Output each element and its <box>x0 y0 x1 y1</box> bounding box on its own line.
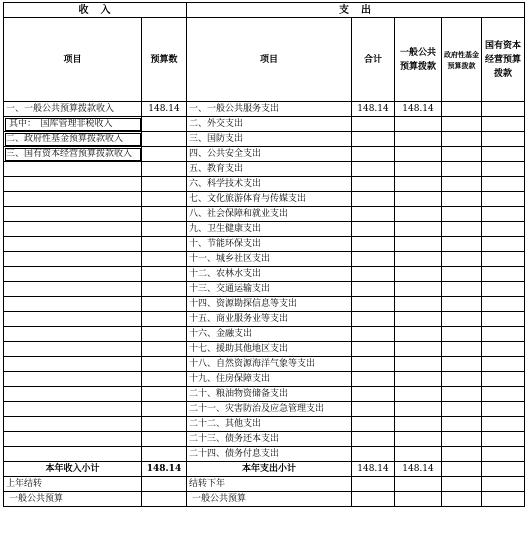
expense-item-state-capital <box>482 162 525 177</box>
expense-item-general <box>395 417 442 432</box>
income-item-value <box>142 387 187 402</box>
income-item-value <box>142 297 187 312</box>
expense-item-state-capital <box>482 192 525 207</box>
income-item-label <box>4 432 142 447</box>
expense-item-general <box>395 207 442 222</box>
income-item-label: 一、一般公共预算拨款收入 <box>4 102 142 117</box>
expense-item-state-capital <box>482 282 525 297</box>
expense-item-general <box>395 192 442 207</box>
next-general-budget-cell <box>442 492 482 507</box>
next-year-carry-cell <box>352 477 395 492</box>
expense-item-general <box>395 432 442 447</box>
expense-item-general <box>395 117 442 132</box>
next-year-carry-cell <box>395 477 442 492</box>
expense-item-state-capital <box>482 117 525 132</box>
income-item-value <box>142 177 187 192</box>
income-item-label <box>4 327 142 342</box>
col-total: 合计 <box>352 18 395 102</box>
expense-item-fund <box>442 147 482 162</box>
expense-item-label: 十一、城乡社区支出 <box>187 252 352 267</box>
next-general-budget-cell <box>482 492 525 507</box>
expense-item-label: 四、公共安全支出 <box>187 147 352 162</box>
table-row <box>4 342 525 357</box>
expense-item-state-capital <box>482 207 525 222</box>
expense-item-state-capital <box>482 417 525 432</box>
expense-item-label: 二十三、债务还本支出 <box>187 432 352 447</box>
col-fund: 政府性基金预算拨款 <box>442 18 482 102</box>
table-row <box>4 432 525 447</box>
expense-item-fund <box>442 357 482 372</box>
income-item-label: 其中： 国库管理非税收入 <box>4 117 142 132</box>
col-income-budget: 预算数 <box>142 18 187 102</box>
expense-item-fund <box>442 252 482 267</box>
expense-item-fund <box>442 222 482 237</box>
expense-item-fund <box>442 297 482 312</box>
expense-item-fund <box>442 402 482 417</box>
income-item-label <box>4 177 142 192</box>
expense-item-state-capital <box>482 387 525 402</box>
expense-item-general <box>395 372 442 387</box>
table-row <box>4 117 525 132</box>
table-row <box>4 147 525 162</box>
income-item-value <box>142 252 187 267</box>
income-header: 收 入 <box>4 3 187 18</box>
income-item-value <box>142 447 187 462</box>
expense-header: 支 出 <box>187 3 525 18</box>
expense-item-state-capital <box>482 222 525 237</box>
expense-item-fund <box>442 177 482 192</box>
expense-item-total <box>352 417 395 432</box>
income-item-label <box>4 222 142 237</box>
expense-subtotal-state-capital <box>482 462 525 477</box>
expense-item-label: 十三、交通运输支出 <box>187 282 352 297</box>
col-income-item: 项目 <box>4 18 142 102</box>
col-expense-item: 项目 <box>187 18 352 102</box>
expense-item-label: 二十四、债务付息支出 <box>187 447 352 462</box>
expense-item-general <box>395 177 442 192</box>
expense-item-label: 十四、资源勘探信息等支出 <box>187 297 352 312</box>
expense-item-fund <box>442 192 482 207</box>
income-item-label <box>4 417 142 432</box>
prev-year-carry-value <box>142 477 187 492</box>
table-row <box>4 132 525 147</box>
expense-item-general <box>395 312 442 327</box>
expense-item-general <box>395 282 442 297</box>
expense-item-label: 二十、粮油物资储备支出 <box>187 387 352 402</box>
expense-item-general <box>395 132 442 147</box>
income-subtotal-label: 本年收入小计 <box>4 462 142 477</box>
subtotal-row <box>4 462 525 477</box>
income-item-label <box>4 387 142 402</box>
expense-item-total <box>352 357 395 372</box>
expense-item-general <box>395 402 442 417</box>
income-item-value <box>142 117 187 132</box>
expense-item-total <box>352 327 395 342</box>
expense-item-total <box>352 252 395 267</box>
expense-item-label: 三、国防支出 <box>187 132 352 147</box>
expense-subtotal-general: 148.14 <box>395 462 442 477</box>
expense-item-total <box>352 282 395 297</box>
expense-item-total <box>352 447 395 462</box>
expense-item-fund <box>442 132 482 147</box>
expense-item-general <box>395 222 442 237</box>
expense-subtotal-total: 148.14 <box>352 462 395 477</box>
expense-item-fund <box>442 417 482 432</box>
expense-item-state-capital <box>482 357 525 372</box>
expense-item-state-capital <box>482 372 525 387</box>
income-item-label <box>4 282 142 297</box>
prev-general-budget-value <box>142 492 187 507</box>
expense-item-general <box>395 237 442 252</box>
expense-item-label: 十九、住房保障支出 <box>187 372 352 387</box>
next-year-carry-label: 结转下年 <box>187 477 352 492</box>
income-item-label <box>4 252 142 267</box>
expense-item-total <box>352 192 395 207</box>
expense-item-fund <box>442 387 482 402</box>
income-item-label <box>4 402 142 417</box>
expense-item-general <box>395 162 442 177</box>
expense-item-fund <box>442 372 482 387</box>
table-row <box>4 282 525 297</box>
expense-item-label: 十、节能环保支出 <box>187 237 352 252</box>
expense-item-label: 十七、援助其他地区支出 <box>187 342 352 357</box>
table-row <box>4 267 525 282</box>
income-item-label: 二、政府性基金预算拨款收入 <box>4 132 142 147</box>
expense-item-label: 十八、自然资源海洋气象等支出 <box>187 357 352 372</box>
expense-item-state-capital <box>482 432 525 447</box>
expense-item-total <box>352 387 395 402</box>
expense-item-state-capital <box>482 312 525 327</box>
expense-item-total: 148.14 <box>352 102 395 117</box>
expense-item-total <box>352 342 395 357</box>
expense-item-total <box>352 312 395 327</box>
expense-item-total <box>352 132 395 147</box>
table-row <box>4 327 525 342</box>
expense-item-total <box>352 222 395 237</box>
expense-item-state-capital <box>482 402 525 417</box>
column-header-row <box>4 18 525 102</box>
table-row <box>4 402 525 417</box>
expense-item-fund <box>442 117 482 132</box>
expense-item-general <box>395 267 442 282</box>
next-year-carry-cell <box>442 477 482 492</box>
table-row <box>4 162 525 177</box>
income-item-value <box>142 237 187 252</box>
income-item-value <box>142 267 187 282</box>
expense-item-state-capital <box>482 327 525 342</box>
expense-item-label: 十五、商业服务业等支出 <box>187 312 352 327</box>
budget-table <box>3 2 525 507</box>
income-item-label <box>4 297 142 312</box>
expense-item-total <box>352 372 395 387</box>
income-item-label <box>4 312 142 327</box>
income-item-label <box>4 162 142 177</box>
table-row <box>4 297 525 312</box>
income-subtotal-value: 148.14 <box>142 462 187 477</box>
expense-item-label: 九、卫生健康支出 <box>187 222 352 237</box>
income-item-value <box>142 432 187 447</box>
expense-item-label: 八、社会保障和就业支出 <box>187 207 352 222</box>
expense-item-state-capital <box>482 237 525 252</box>
table-row <box>4 447 525 462</box>
expense-item-total <box>352 297 395 312</box>
expense-item-general <box>395 387 442 402</box>
income-item-label <box>4 267 142 282</box>
expense-item-total <box>352 402 395 417</box>
next-general-budget-label: 一般公共预算 <box>187 492 352 507</box>
expense-item-general: 148.14 <box>395 102 442 117</box>
expense-item-fund <box>442 447 482 462</box>
expense-item-label: 十二、农林水支出 <box>187 267 352 282</box>
income-item-label: 三、国有资本经营预算拨款收入 <box>4 147 142 162</box>
income-item-value <box>142 417 187 432</box>
expense-item-fund <box>442 267 482 282</box>
expense-item-label: 七、文化旅游体育与传媒支出 <box>187 192 352 207</box>
expense-item-state-capital <box>482 342 525 357</box>
expense-item-general <box>395 252 442 267</box>
table-row <box>4 102 525 117</box>
expense-item-state-capital <box>482 177 525 192</box>
income-item-label <box>4 207 142 222</box>
table-row <box>4 357 525 372</box>
expense-item-state-capital <box>482 252 525 267</box>
income-item-value <box>142 372 187 387</box>
expense-item-fund <box>442 237 482 252</box>
expense-subtotal-label: 本年支出小计 <box>187 462 352 477</box>
expense-item-label: 五、教育支出 <box>187 162 352 177</box>
expense-item-fund <box>442 102 482 117</box>
expense-item-fund <box>442 162 482 177</box>
income-item-value <box>142 222 187 237</box>
table-row <box>4 192 525 207</box>
next-year-carry-cell <box>482 477 525 492</box>
expense-item-total <box>352 162 395 177</box>
income-item-label <box>4 372 142 387</box>
expense-item-fund <box>442 282 482 297</box>
income-item-value <box>142 207 187 222</box>
expense-item-fund <box>442 207 482 222</box>
table-row <box>4 312 525 327</box>
next-general-budget-cell <box>395 492 442 507</box>
income-item-value <box>142 162 187 177</box>
income-item-value <box>142 147 187 162</box>
expense-item-total <box>352 237 395 252</box>
expense-item-general <box>395 447 442 462</box>
income-item-value <box>142 132 187 147</box>
expense-item-general <box>395 147 442 162</box>
table-row <box>4 222 525 237</box>
col-general: 一般公共预算拨款 <box>395 18 442 102</box>
income-item-label <box>4 342 142 357</box>
expense-item-general <box>395 327 442 342</box>
expense-item-total <box>352 207 395 222</box>
expense-item-label: 二十二、其他支出 <box>187 417 352 432</box>
expense-item-state-capital <box>482 147 525 162</box>
expense-item-total <box>352 117 395 132</box>
table-row <box>4 207 525 222</box>
table-row <box>4 237 525 252</box>
income-item-value <box>142 282 187 297</box>
expense-item-total <box>352 147 395 162</box>
income-item-value <box>142 192 187 207</box>
expense-item-label: 十六、金融支出 <box>187 327 352 342</box>
expense-item-general <box>395 297 442 312</box>
expense-item-state-capital <box>482 102 525 117</box>
income-item-value <box>142 312 187 327</box>
expense-item-general <box>395 342 442 357</box>
table-row <box>4 177 525 192</box>
income-item-value <box>142 342 187 357</box>
prev-general-budget-label: 一般公共预算 <box>4 492 142 507</box>
expense-item-label: 二、外交支出 <box>187 117 352 132</box>
income-item-value: 148.14 <box>142 102 187 117</box>
income-item-value <box>142 327 187 342</box>
expense-item-total <box>352 432 395 447</box>
next-general-budget-cell <box>352 492 395 507</box>
table-row <box>4 252 525 267</box>
expense-item-state-capital <box>482 297 525 312</box>
income-item-label <box>4 237 142 252</box>
expense-item-total <box>352 177 395 192</box>
expense-item-general <box>395 357 442 372</box>
expense-item-state-capital <box>482 447 525 462</box>
expense-item-total <box>352 267 395 282</box>
income-item-value <box>142 357 187 372</box>
table-row <box>4 417 525 432</box>
table-row <box>4 372 525 387</box>
section-header-row <box>4 3 525 18</box>
prev-year-carry-label: 上年结转 <box>4 477 142 492</box>
table-row <box>4 387 525 402</box>
expense-item-fund <box>442 432 482 447</box>
income-item-label <box>4 357 142 372</box>
income-item-value <box>142 402 187 417</box>
expense-subtotal-fund <box>442 462 482 477</box>
expense-item-fund <box>442 312 482 327</box>
income-item-label <box>4 192 142 207</box>
expense-item-fund <box>442 342 482 357</box>
expense-item-fund <box>442 327 482 342</box>
expense-item-state-capital <box>482 267 525 282</box>
expense-item-state-capital <box>482 132 525 147</box>
carry-general-row <box>4 492 525 507</box>
expense-item-label: 一、一般公共服务支出 <box>187 102 352 117</box>
col-state-capital: 国有资本经营预算拨款 <box>482 18 525 102</box>
expense-item-label: 六、科学技术支出 <box>187 177 352 192</box>
expense-item-label: 二十一、灾害防治及应急管理支出 <box>187 402 352 417</box>
carry-row <box>4 477 525 492</box>
income-item-label <box>4 447 142 462</box>
